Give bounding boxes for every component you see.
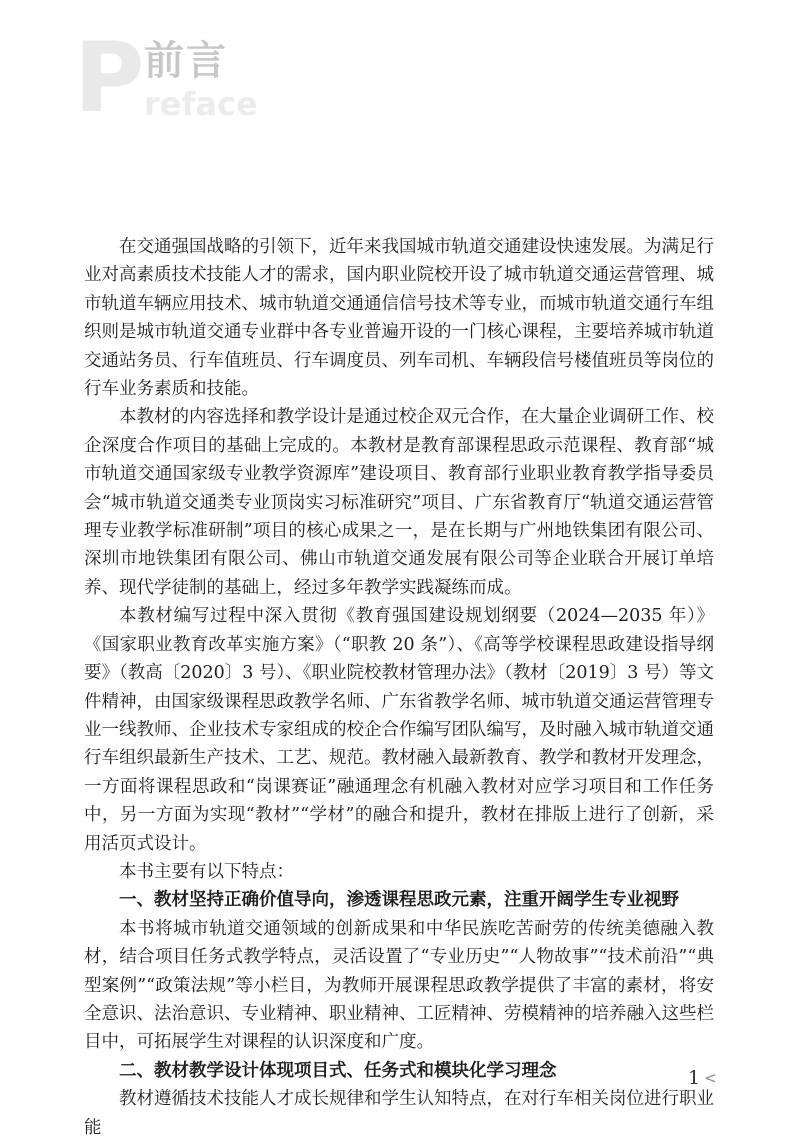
page-number: 1 (688, 1067, 701, 1089)
paragraph-compilation: 本教材编写过程中深入贯彻《教育强国建设规划纲要（2024—2035 年）》《国家职业教育改革实施方案》（“职教 20 条”）、《高等学校课程思政建设指导纲要》（教高〔2020〕3 号）、《职业院校教材管理办法》（教材〔2019〕3 号）等文件精神，由国家级课程思政教学名师、广东省教学名师、城市轨道交通运营管理专业一线教师、企业技术专家组成的校企合作编写团队编写，及时融入城市轨道交通行车组织最新生产技术、工艺、规范。教材融入最新教育、教学和教材开发理念，一方面将课程思政和“岗课赛证”融通理念有机融入教材对应学习项目和工作任务中，另一方面为实现“教材”“学材”的融合和提升，教材在排版上进行了创新，采用活页式设计。 (84, 606, 714, 854)
feature-heading-2: 二、教材教学设计体现项目式、任务式和模块化学习理念 (119, 1060, 557, 1081)
paragraph-content-design: 本教材的内容选择和教学设计是通过校企双元合作，在大量企业调研工作、校企深度合作项目的基础上完成的。本教材是教育部课程思政示范课程、教育部“城市轨道交通国家级专业教学资源库”建设项目、教育部行业职业教育教学指导委员会“城市轨道交通类专业顶岗实习标准研究”项目、广东省教育厅“轨道交通运营管理专业教学标准研制”项目的核心成果之一，是在长期与广州地铁集团有限公司、深圳市地铁集团有限公司、佛山市轨道交通发展有限公司等企业联合开展订单培养、现代学徒制的基础上，经过多年教学实践凝练而成。 (84, 407, 714, 598)
chevron-left-icon: < (704, 1069, 717, 1087)
page-footer (688, 1065, 717, 1091)
preface-body (84, 233, 714, 1142)
feature-heading-1: 一、教材坚持正确价值导向，渗透课程思政元素，注重开阔学生专业视野 (119, 890, 679, 911)
paragraph-feature-1: 本书将城市轨道交通领域的创新成果和中华民族吃苦耐劳的传统美德融入教材，结合项目任务式教学特点，灵活设置了“专业历史”“人物故事”“技术前沿”“典型案例”“政策法规”等小栏目，为教师开展课程思政教学提供了丰富的素材，将安全意识、法治意识、专业精神、职业精神、工匠精神、劳模精神的培养融入这些栏目中，可拓展学生对课程的认识深度和广度。 (84, 918, 714, 1053)
paragraph-features-intro: 本书主要有以下特点： (119, 861, 294, 882)
preface-subtitle: reface (144, 85, 258, 123)
preface-letter-p: P (74, 22, 145, 134)
paragraph-intro: 在交通强国战略的引领下，近年来我国城市轨道交通建设快速发展。为满足行业对高素质技术技能人才的需求，国内职业院校开设了城市轨道交通运营管理、城市轨道车辆应用技术、城市轨道交通通信信号技术等专业，而城市轨道交通行车组织则是城市轨道交通专业群中各专业普遍开设的一门核心课程，主要培养城市轨道交通站务员、行车值班员、行车调度员、列车司机、车辆段信号楼值班员等岗位的行车业务素质和技能。 (84, 237, 714, 400)
paragraph-feature-2: 教材遵循技术技能人才成长规律和学生认知特点，在对行车相关岗位进行职业能 (84, 1089, 714, 1138)
preface-title: 前言 (144, 38, 228, 84)
preface-header (74, 22, 274, 134)
